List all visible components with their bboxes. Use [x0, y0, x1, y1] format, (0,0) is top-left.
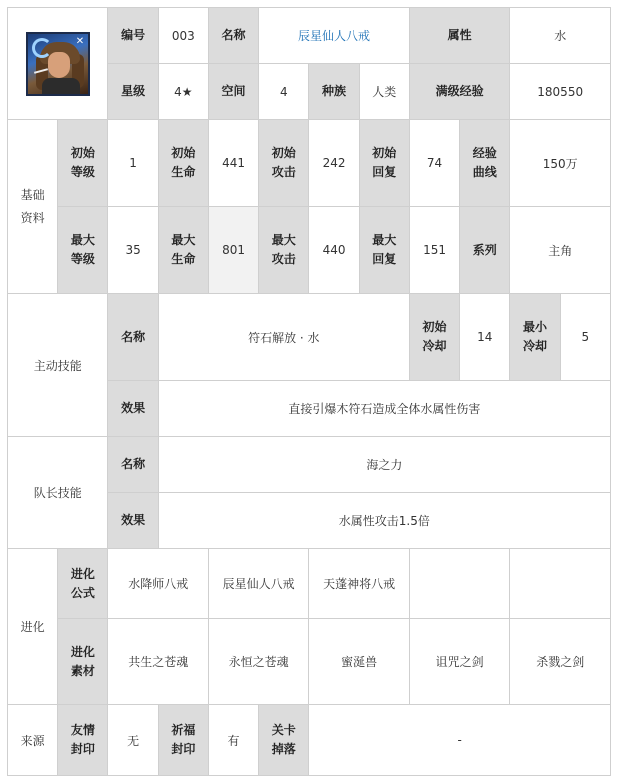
- active-skill-section-label: 主动技能: [8, 294, 108, 437]
- leader-skill-row-1: [8, 437, 611, 493]
- max-level-label: 最大 等级: [58, 207, 108, 294]
- init-atk-label: 初始 攻击: [259, 120, 309, 207]
- max-exp-value: 180550: [510, 64, 611, 120]
- init-rec-label: 初始 回复: [359, 120, 409, 207]
- stage-drop-label: 关卡 掉落: [259, 705, 309, 776]
- attribute-value: 水: [510, 8, 611, 64]
- max-atk-label: 最大 攻击: [259, 207, 309, 294]
- evolution-material-cell: 杀戮之剑: [510, 619, 611, 705]
- leader-skill-effect-value: 水属性攻击1.5倍: [158, 493, 610, 549]
- race-value: 人类: [359, 64, 409, 120]
- id-value: 003: [158, 8, 208, 64]
- exp-curve-value: 150万: [510, 120, 611, 207]
- name-label: 名称: [208, 8, 258, 64]
- max-rec-label: 最大 回复: [359, 207, 409, 294]
- character-info-table: [7, 7, 611, 776]
- evolution-formula-cell: 辰星仙人八戒: [208, 549, 308, 619]
- evolution-material-cell: 诅咒之剑: [409, 619, 509, 705]
- max-hp-value: 801: [208, 207, 258, 294]
- min-cooldown-label: 最小 冷却: [510, 294, 560, 381]
- friend-seal-value: 无: [108, 705, 158, 776]
- evolution-material-cell: 共生之苍魂: [108, 619, 208, 705]
- prayer-seal-value: 有: [208, 705, 258, 776]
- basic-row-2: [8, 207, 611, 294]
- max-level-value: 35: [108, 207, 158, 294]
- evolution-row-1: [8, 549, 611, 619]
- portrait-cell: [8, 8, 108, 120]
- evolution-material-label: 进化 素材: [58, 619, 108, 705]
- source-section-label: 来源: [8, 705, 58, 776]
- init-level-label: 初始 等级: [58, 120, 108, 207]
- character-portrait-icon: ✕: [26, 32, 90, 96]
- evolution-row-2: [8, 619, 611, 705]
- exp-curve-label: 经验 曲线: [460, 120, 510, 207]
- id-label: 编号: [108, 8, 158, 64]
- source-row: [8, 705, 611, 776]
- leader-skill-name-value: 海之力: [158, 437, 610, 493]
- max-atk-value: 440: [309, 207, 359, 294]
- evolution-material-cell: 永恒之苍魂: [208, 619, 308, 705]
- max-exp-label: 满级经验: [409, 64, 509, 120]
- attribute-label: 属性: [409, 8, 509, 64]
- active-skill-name-value: 符石解放 · 水: [158, 294, 409, 381]
- max-rec-value: 151: [409, 207, 459, 294]
- star-value: 4★: [158, 64, 208, 120]
- race-label: 种族: [309, 64, 359, 120]
- name-value-link[interactable]: 辰星仙人八戒: [259, 8, 410, 64]
- space-value: 4: [259, 64, 309, 120]
- init-rec-value: 74: [409, 120, 459, 207]
- init-atk-value: 242: [309, 120, 359, 207]
- evolution-formula-cell: 水降师八戒: [108, 549, 208, 619]
- evolution-formula-cell: [409, 549, 509, 619]
- header-row-1: [8, 8, 611, 64]
- max-hp-label: 最大 生命: [158, 207, 208, 294]
- active-skill-effect-value: 直接引爆木符石造成全体水属性伤害: [158, 381, 610, 437]
- init-hp-value: 441: [208, 120, 258, 207]
- init-level-value: 1: [108, 120, 158, 207]
- active-skill-name-label: 名称: [108, 294, 158, 381]
- leader-skill-section-label: 队长技能: [8, 437, 108, 549]
- init-hp-label: 初始 生命: [158, 120, 208, 207]
- evolution-formula-cell: [510, 549, 611, 619]
- evolution-formula-label: 进化 公式: [58, 549, 108, 619]
- star-label: 星级: [108, 64, 158, 120]
- friend-seal-label: 友情 封印: [58, 705, 108, 776]
- leader-skill-name-label: 名称: [108, 437, 158, 493]
- leader-skill-effect-label: 效果: [108, 493, 158, 549]
- stage-drop-value: -: [309, 705, 611, 776]
- basic-section-label: 基础 资料: [8, 120, 58, 294]
- active-skill-row-1: [8, 294, 611, 381]
- evolution-formula-cell: 天蓬神将八戒: [309, 549, 410, 619]
- init-cooldown-value: 14: [460, 294, 510, 381]
- basic-row-1: [8, 120, 611, 207]
- series-value: 主角: [510, 207, 611, 294]
- min-cooldown-value: 5: [560, 294, 610, 381]
- series-label: 系列: [460, 207, 510, 294]
- space-label: 空间: [208, 64, 258, 120]
- prayer-seal-label: 祈福 封印: [158, 705, 208, 776]
- init-cooldown-label: 初始 冷却: [409, 294, 459, 381]
- evolution-material-cell: 蜜涎兽: [309, 619, 410, 705]
- evolution-section-label: 进化: [8, 549, 58, 705]
- active-skill-effect-label: 效果: [108, 381, 158, 437]
